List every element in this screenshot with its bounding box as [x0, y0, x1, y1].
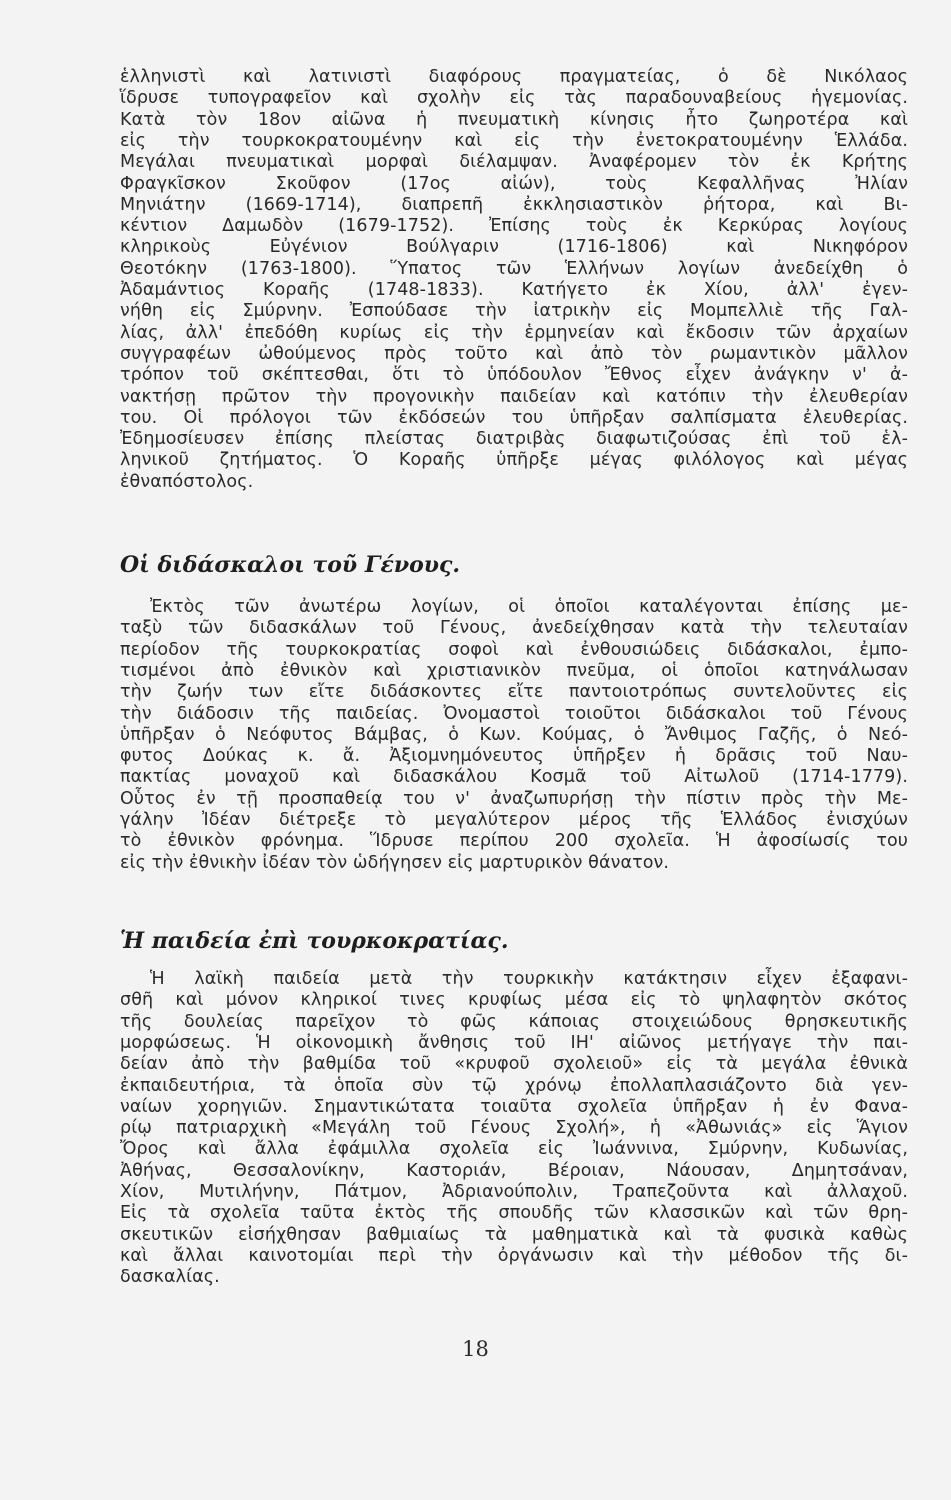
text-line: κληρικοὺς Εὐγένιον Βούλγαριν (1716-1806) καὶ Νικηφόρον: [120, 237, 908, 258]
text-line: περίοδον τῆς τουρκοκρατίας σοφοὶ καὶ ἐνθουσιώδεις διδάσκαλοι, ἐμπο-: [120, 639, 908, 660]
text-line: λίας, ἀλλ' ἐπεδόθη κυρίως εἰς τὴν ἑρμηνείαν καὶ ἔκδοσιν τῶν ἀρχαίων: [120, 322, 908, 343]
text-line: ναίων χορηγιῶν. Σημαντικώτατα τοιαῦτα σχολεῖα ὑπῆρξαν ἡ ἐν Φανα-: [120, 1096, 908, 1117]
text-line: μορφώσεως. Ἡ οἰκονομικὴ ἄνθησις τοῦ ΙΗ' αἰῶνος μετήγαγε τὴν παι-: [120, 1032, 908, 1053]
text-line: τῆς δουλείας παρεῖχον τὸ φῶς κάποιας στοιχειώδους θρησκευτικῆς: [120, 1011, 908, 1032]
text-line: νήθη εἰς Σμύρνην. Ἐσπούδασε τὴν ἰατρικὴν εἰς Μομπελλιὲ τῆς Γαλ-: [120, 301, 908, 322]
text-line: Ἐδημοσίευσεν ἐπίσης πλείστας διατριβὰς διαφωτιζούσας ἐπὶ τοῦ ἑλ-: [120, 429, 908, 450]
text-line: του. Οἱ πρόλογοι τῶν ἐκδόσεών του ὑπῆρξαν σαλπίσματα ἐλευθερίας.: [120, 407, 908, 428]
text-line: Ἡ λαϊκὴ παιδεία μετὰ τὴν τουρκικὴν κατάκτησιν εἶχεν ἐξαφανι-: [150, 969, 908, 989]
text-line: καὶ ἄλλαι καινοτομίαι περὶ τὴν ὀργάνωσιν καὶ τὴν μέθοδον τῆς δι-: [120, 1245, 908, 1266]
text-line: Εἰς τὰ σχολεῖα ταῦτα ἐκτὸς τῆς σπουδῆς τῶν κλασσικῶν καὶ τῶν θρη-: [120, 1203, 908, 1224]
text-line: ρίῳ πατριαρχικὴ «Μεγάλη τοῦ Γένους Σχολή», ἡ «Ἀθωνιάς» εἰς Ἅγιον: [120, 1118, 908, 1139]
text-line: Ὄρος καὶ ἄλλα ἐφάμιλλα σχολεῖα εἰς Ἰωάννινα, Σμύρνην, Κυδωνίας,: [120, 1139, 908, 1160]
text-line: Ἐκτὸς τῶν ἀνωτέρω λογίων, οἱ ὁποῖοι καταλέγονται ἐπίσης με-: [150, 597, 908, 617]
text-line: εἰς τὴν ἐθνικὴν ἰδέαν τὸν ὡδήγησεν εἰς μαρτυρικὸν θάνατον.: [120, 852, 670, 873]
section-heading-education: Ἡ παιδεία ἐπὶ τουρκοκρατίας.: [120, 928, 509, 954]
text-line: Ἀδαμάντιος Κοραῆς (1748-1833). Κατήγετο ἐκ Χίου, ἀλλ' ἐγεν-: [120, 280, 908, 300]
text-line: εἰς τὴν τουρκοκρατουμένην καὶ εἰς τὴν ἐνετοκρατουμένην Ἑλλάδα.: [120, 130, 908, 151]
text-line: ἐθναπόστολος.: [120, 471, 254, 492]
text-line: ὑπῆρξαν ὁ Νεόφυτος Βάμβας, ὁ Κων. Κούμας, ὁ Ἄνθιμος Γαζῆς, ὁ Νεό-: [120, 724, 908, 745]
text-line: ἐκπαιδευτήρια, τὰ ὁποῖα σὺν τῷ χρόνῳ ἐπολλαπλασιάζοντο διὰ γεν-: [120, 1075, 908, 1096]
text-line: κέντιον Δαμωδὸν (1679-1752). Ἐπίσης τοὺς ἐκ Κερκύρας λογίους: [120, 216, 908, 237]
text-line: νακτήσῃ πρῶτον τὴν προγονικὴν παιδείαν καὶ κατόπιν τὴν ἐλευθερίαν: [120, 386, 908, 407]
text-line: Ἀθήνας, Θεσσαλονίκην, Καστοριάν, Βέροιαν, Νάουσαν, Δημητσάναν,: [120, 1160, 908, 1181]
text-line: γάλην Ἰδέαν διέτρεξε τὸ μεγαλύτερον μέρος τῆς Ἑλλάδος ἐνισχύων: [120, 810, 908, 830]
text-line: σθῆ καὶ μόνον κληρικοί τινες κρυφίως μέσα εἰς τὸ ψηλαφητὸν σκότος: [120, 990, 908, 1011]
text-line: τισμένοι ἀπὸ ἐθνικὸν καὶ χριστιανικὸν πνεῦμα, οἱ ὁποῖοι κατηνάλωσαν: [120, 660, 908, 681]
text-line: φυτος Δούκας κ. ἄ. Ἀξιομνημόνευτος ὑπῆρξεν ἡ δρᾶσις τοῦ Ναυ-: [120, 746, 908, 767]
text-line: Μηνιάτην (1669-1714), διαπρεπῆ ἐκκλησιαστικὸν ῥήτορα, καὶ Βι-: [120, 194, 908, 215]
text-line: ἵδρυσε τυπογραφεῖον καὶ σχολὴν εἰς τὰς παραδουναβείους ἡγεμονίας.: [120, 88, 908, 109]
text-line: σκευτικῶν εἰσήχθησαν βαθμιαίως τὰ μαθηματικὰ καὶ τὰ φυσικὰ καθὼς: [120, 1224, 908, 1245]
text-line: δείαν ἀπὸ τὴν βαθμίδα τοῦ «κρυφοῦ σχολειοῦ» εἰς τὰ μεγάλα ἐθνικὰ: [120, 1054, 908, 1075]
text-line: πακτίας μοναχοῦ καὶ διδασκάλου Κοσμᾶ τοῦ Αἰτωλοῦ (1714-1779).: [120, 767, 908, 788]
text-line: Φραγκῖσκον Σκοῦφον (17ος αἰών), τοὺς Κεφαλλῆνας Ἠλίαν: [120, 173, 908, 194]
text-line: τὴν διάδοσιν τῆς παιδείας. Ὀνομαστοὶ τοιοῦτοι διδάσκαλοι τοῦ Γένους: [120, 703, 908, 724]
text-line: τὴν ζωήν των εἴτε διδάσκοντες εἴτε παντοιοτρόπως συντελοῦντες εἰς: [120, 682, 908, 703]
text-line: Κατὰ τὸν 18ον αἰῶνα ἡ πνευματικὴ κίνησις ἦτο ζωηροτέρα καὶ: [120, 109, 908, 130]
text-line: τὸ ἐθνικὸν φρόνημα. Ἵδρυσε περίπου 200 σχολεῖα. Ἡ ἀφοσίωσίς του: [120, 831, 908, 852]
section-heading-teachers: Οἱ διδάσκαλοι τοῦ Γένους.: [120, 552, 461, 578]
text-line: Θεοτόκην (1763-1800). Ὕπατος τῶν Ἑλλήνων λογίων ἀνεδείχθη ὁ: [120, 258, 908, 279]
page-number: 18: [462, 1337, 489, 1361]
text-line: τρόπον τοῦ σκέπτεσθαι, ὅτι τὸ ὑπόδουλον Ἔθνος εἶχεν ἀνάγκην ν' ἀ-: [120, 365, 908, 386]
text-line: Μεγάλαι πνευματικαὶ μορφαὶ διέλαμψαν. Ἀναφέρομεν τὸν ἐκ Κρήτης: [120, 152, 908, 173]
text-line: ταξὺ τῶν διδασκάλων τοῦ Γένους, ἀνεδείχθησαν κατὰ τὴν τελευταίαν: [120, 618, 908, 639]
text-line: Οὗτος ἐν τῇ προσπαθείᾳ του ν' ἀναζωπυρήσῃ τὴν πίστιν πρὸς τὴν Με-: [120, 788, 908, 809]
text-line: ληνικοῦ ζητήματος. Ὁ Κοραῆς ὑπῆρξε μέγας φιλόλογος καὶ μέγας: [120, 450, 908, 471]
text-line: συγγραφέων ὠθούμενος πρὸς τοῦτο καὶ ἀπὸ τὸν ρωμαντικὸν μᾶλλον: [120, 343, 908, 364]
text-line: δασκαλίας.: [120, 1267, 220, 1288]
text-line: Χίον, Μυτιλήνην, Πάτμον, Ἀδριανούπολιν, Τραπεζοῦντα καὶ ἀλλαχοῦ.: [120, 1182, 908, 1202]
text-line: ἑλληνιστὶ καὶ λατινιστὶ διαφόρους πραγματείας, ὁ δὲ Νικόλαος: [120, 67, 908, 87]
